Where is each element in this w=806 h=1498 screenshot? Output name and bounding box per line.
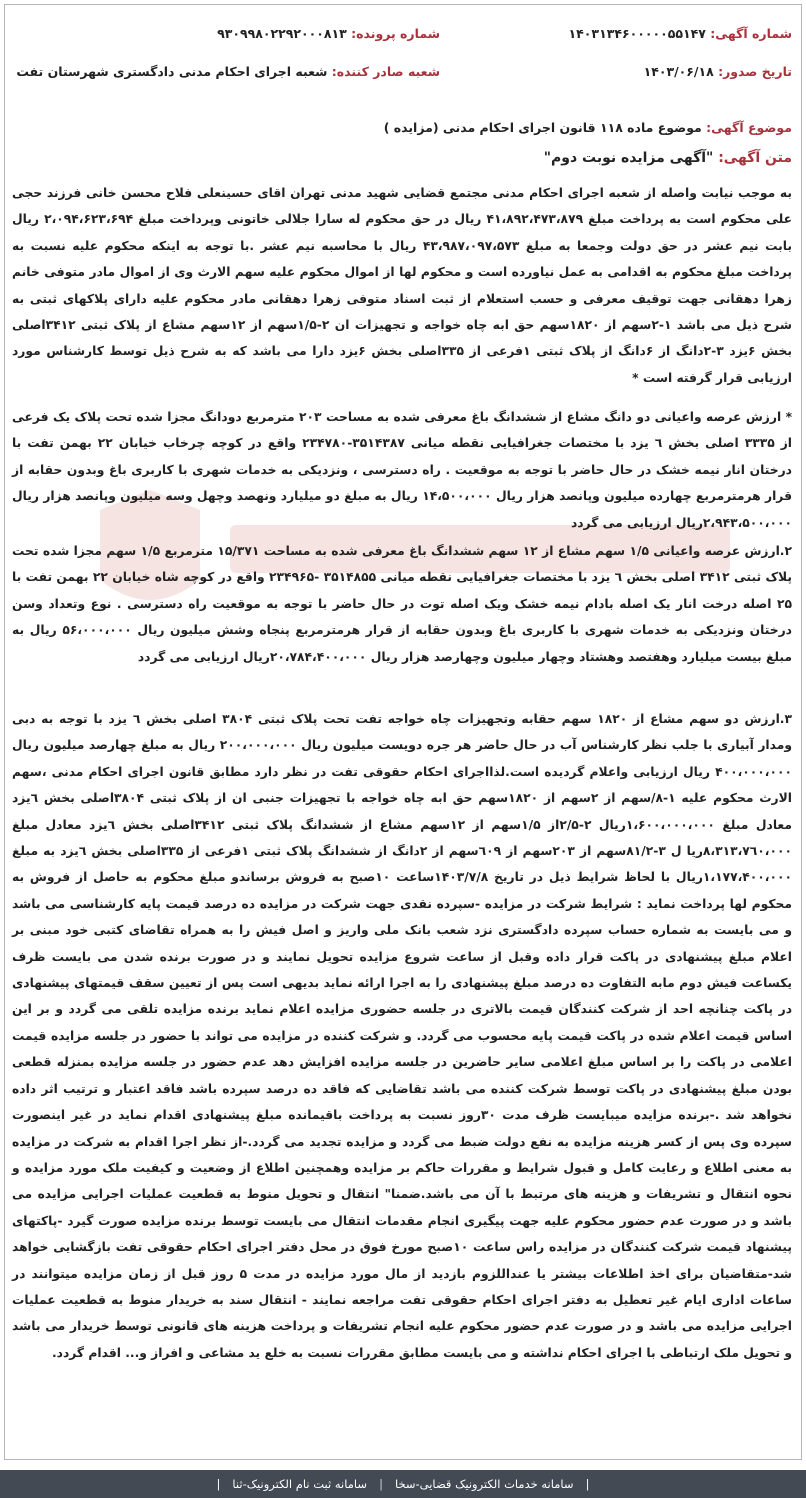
- issuer-label: شعبه صادر کننده:: [331, 64, 440, 79]
- item-2-paragraph: ۲.ارزش عرصه واعیانی ۱/۵ سهم مشاع از ۱۲ سهم ششدانگ باغ معرفی شده به مساحت ۱۵/۳۷۱ مترمربع ۱/۵ سهم مجزا شده تحت پلاک ثبتی ۳۴۱۲ اصلی بخش ٦ یزد با مختصات جغرافیایی نقطه میانی ۳۵۱۴۸۵۵ -۲۳۴۹۶۵ واقع در کوچه شاه خیابان ۲۲ بهمن تفت با ۲۵ اصله درخت انار یک اصله بادام نیمه خشک ویک اصله توت در حال حاضر با توجه به موقعیت راه دسترسی . نوع وتعداد وسن درختان ونزدیکی به خدمات شهری با کاربری باغ وبدون حقابه از قرار هرمترمربع پنجاه وشش میلیون ریال ۵۶،۰۰۰،۰۰۰ ریال به مبلغ بیست میلیارد وهفتصد وهشتاد وچهار میلیون وچهارصد هزار ریال ۲۰،۷۸۴،۴۰۰،۰۰۰ریال ارزیابی می گردد: [12, 544, 792, 664]
- issue-date-label: تاریخ صدور:: [718, 64, 792, 79]
- notice-number-row: [569, 26, 792, 41]
- issue-date-row: [644, 64, 792, 79]
- issuer-row: [16, 64, 440, 79]
- case-number: ۹۳۰۹۹۸۰۲۲۹۲۰۰۰۸۱۳: [217, 26, 347, 41]
- text-title-row: [544, 150, 792, 166]
- item-1-paragraph: * ارزش عرصه واعیانی دو دانگ مشاع از ششدانگ باغ معرفی شده به مساحت ۲۰۳ مترمربع دودانگ مجزا شده تحت پلاک یک فرعی از ۳۳۳۵ اصلی بخش ٦ یزد با مختصات جغرافیایی نقطه میانی ۳۵۱۴۳۸۷-۲۳۴۷۸۰ واقع در کوچه چرخاب خیابان ۲۲ بهمن تفت با درختان انار نیمه خشک در حال حاضر با توجه به موقعیت . راه دسترسی ، ونزدیکی به خدمات شهری با کاربری باغ وبدون حقابه از قرار هرمترمربع چهارده میلیون وپانصد هزار ریال ۱۴،۵۰۰،۰۰۰ ریال به مبلغ دو میلیارد ونهصد وچهل وسه میلیون وپانصد هزار ریال ۲،۹۴۳،۵۰۰،۰۰۰ریال ارزیابی می گردد: [12, 410, 793, 530]
- text-label: متن آگهی:: [718, 150, 792, 166]
- subject-row: [384, 120, 792, 135]
- issuer: شعبه اجرای احکام مدنی دادگستری شهرستان تفت: [16, 64, 328, 79]
- intro-paragraph: به موجب نیابت واصله از شعبه اجرای احکام مدنی مجتمع قضایی شهید مدنی تهران اقای حسینعلی فلاح محسن خانی فرزند حجی علی محکوم است به پرداخت مبلغ ۴۱،۸۹۲،۴۷۳،۸۷۹ ریال در حق محکوم له سارا جلالی خاتونی وپرداخت مبلغ ۲،۰۹۴،۶۲۳،۶۹۴ ریال بابت نیم عشر در حق دولت وجمعا به مبلغ ۴۳،۹۸۷،۰۹۷،۵۷۳ ریال با محاسبه نیم عشر .با توجه به اینکه محکوم علیه نسبت به پرداخت مبلغ محکوم به اقدامی به عمل نیاورده است و محکوم لها از اموال محکوم علیه سهم الارث وی از اموال مادر متوفی خانم زهرا دهقانی جهت توقیف معرفی و حسب استعلام از ثبت اسناد متوفی زهرا دهقانی مادر محکوم علیه دارای پلاکهای ثبتی به شرح ذیل می باشد ۱-۲سهم از ۱۸۲۰سهم حق ابه چاه خواجه و تجهیزات ان ۲-۱/۵سهم از ۱۲سهم مشاع از پلاک ثبتی ۳۴۱۲اصلی بخش ۶یزد ۳-۲دانگ از ۶دانگ از پلاک ثبتی ۱فرعی از ۳۳۵اصلی بخش ۶یزد دارا می باشد که به شرح ذیل توسط کارشناس مورد ارزیابی قرار گرفته است *: [12, 186, 793, 385]
- item-3-paragraph: ۳.ارزش دو سهم مشاع از ۱۸۲۰ سهم حقابه وتجهیزات چاه خواجه تفت تحت پلاک ثبتی ۳۸۰۴ اصلی بخش ٦ یزد با توجه به دبی ومدار آبیاری با جلب نظر کارشناس آب در حال حاضر هر جره دویست میلیون ریال ۲۰۰،۰۰۰،۰۰۰ ریال به مبلغ چهارصد میلیون ریال ۴۰۰،۰۰۰،۰۰۰ ریال ارزیابی واعلام گردیده است.لذااجرای احکام حقوقی تفت در نظر دارد مطابق قانون اجرای احکام مدنی ،سهم الارث محکوم علیه ۱-۸/سهم از ۲سهم از ۱۸۲۰سهم حق ابه چاه خواجه با تجهیزات جنبی ان از پلاک ثبتی ۳۸۰۴اصلی بخش ٦یزد معادل مبلغ ۱،۶۰۰،۰۰۰،۰۰۰ریال ۲-۲/۵از ۱/۵سهم از ۱۲سهم مشاع از ششدانگ پلاک ثبتی ۳۴۱۲اصلی بخش ٦یزد معادل مبلغ ۸،۳۱۳،۷٦۰،۰۰۰ریا ل ۳-۸۱/۲سهم از ۲۰۳سهم از ٦۰۹سهم از ۲دانگ از ششدانگ پلاک ثبتی ۱فرعی از ۳۳۵اصلی بخش ٦یزد به مبلغ ۱،۱۷۷،۴۰۰،۰۰۰ریال با لحاظ شرایط ذیل در تاریخ ۱۴۰۳/۷/۸ساعت ۱۰صبح به فروش برساندو مبلغ محکوم به حاصل از فروش به محکوم لها پرداخت نماید : شرایط شرکت در مزایده -سپرده نقدی جهت شرکت در مزایده ده درصد قیمت پایه کارشناسی می باشد و می بایست به شماره حساب سپرده دادگستری نزد شعب بانک ملی واریز و اصل فیش را به همراه تقاضای کتبی خود مبنی بر اعلام مبلغ پیشنهادی در پاکت قرار داده وقبل از ساعت شروع مزایده تحویل نمایند و در صورت برنده شدن می بایست ظرف یکساعت فیش دوم مابه التفاوت ده درصد مبلغ پیشنهادی را به اجرا ارائه نماید بدیهی است پس از تعیین سقف قیمتهای پیشنهادی در پاکت چنانچه احد از شرکت کنندگان قیمت بالاتری در جلسه حضوری مزایده اعلام نماید برنده مزایده تلقی می گردد و بر این اساس قیمت اعلام شده در پاکت قیمت پایه محسوب می گردد. و شرکت کننده در مزایده می تواند با حضور در جلسه مزایده قیمت اعلامی در پاکت را بر اساس مبلغ اعلامی سایر حاضرین در جلسه مزایده افزایش دهد عدم حضور در جلسه مزایده بمنزله قطعی بودن مبلغ پیشنهادی در پاکت توسط شرکت کننده می باشد تقاضایی که فاقد ده درصد سپرده باشد فاقد اعتبار و ترتیب اثر داده نخواهد شد .-برنده مزایده میبایست ظرف مدت ۳۰روز نسبت به پرداخت باقیمانده مبلغ پیشنهادی اقدام نماید در غیر اینصورت سپرده وی پس از کسر هزینه مزایده به نفع دولت ضبط می گردد و مزایده تجدید می گردد.-از نظر اجرا اقدام به شرکت در مزایده به معنی اطلاع و رعایت کامل و قبول شرایط و مقررات حاکم بر مزایده وهمچنین اطلاع از وضعیت و کیفیت ملک مورد مزایده و نحوه انتقال و تشریفات و هزینه های مرتبط با آن می باشد.ضمنا" انتقال و تحویل منوط به قطعیت عملیات اجرایی مزایده می باشد و در صورت عدم حضور محکوم علیه جهت پیگیری انجام مقدمات انتقال می بایست توسط برنده مزایده صورت گیرد -پاکتهای پیشنهاد قیمت شرکت کنندگان در مزایده راس ساعت ۱۰صبح مورخ فوق در محل دفتر اجرای احکام حقوقی تفت بازگشایی خواهد شد-متقاضیان برای اخذ اطلاعات بیشتر یا عنداللزوم بازدید از مال مورد مزایده در مدت ۵ روز قبل از زمان مزایده میتوانند در ساعات اداری ایام غیر تعطیل به دفتر اجرای احکام حقوقی تفت مراجعه نمایند - انتقال سند به خریدار منوط به قطعیت عملیات اجرایی مزایده می باشد و در صورت عدم حضور محکوم علیه انجام تشریفات و پرداخت هزینه های قانونی توسط خریدار می باشد و تحویل ملک ارتباطی با اجرای احکام نداشته و می بایست مطابق مقررات نسبت به خلع ید مشاعی و افراز و... اقدام گردد.: [12, 712, 792, 1360]
- case-number-row: [217, 26, 440, 41]
- footer-link-sana[interactable]: سامانه ثبت نام الکترونیک-ثنا: [232, 1477, 368, 1491]
- footer-link-sakha[interactable]: سامانه خدمات الکترونیک قضایی-سخا: [394, 1477, 574, 1491]
- subject: موضوع ماده ۱۱۸ قانون اجرای احکام مدنی (مزایده ): [383, 120, 702, 135]
- notice-number: ۱۴۰۳۱۳۴۶۰۰۰۰۰۵۵۱۴۷: [568, 26, 706, 41]
- subject-label: موضوع آگهی:: [706, 120, 792, 135]
- text-title: "آگهی مزایده نوبت دوم": [543, 150, 714, 166]
- notice-number-label: شماره آگهی:: [710, 26, 792, 41]
- issue-date: ۱۴۰۳/۰۶/۱۸: [643, 64, 714, 79]
- footer-separator-left: |: [585, 1477, 590, 1491]
- case-number-label: شماره پرونده:: [351, 26, 440, 41]
- footer-separator-right: |: [216, 1477, 221, 1491]
- footer-separator-middle: |: [379, 1477, 383, 1491]
- footer-bar: [0, 1470, 806, 1498]
